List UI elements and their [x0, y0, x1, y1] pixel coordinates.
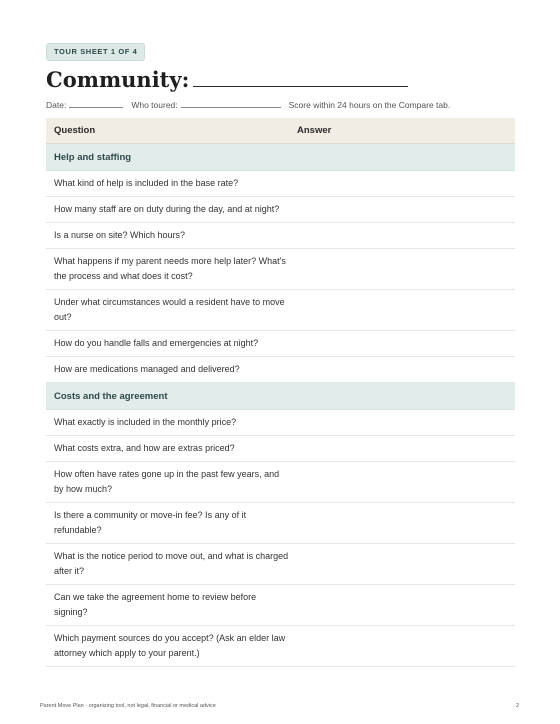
toured-blank[interactable]	[181, 106, 281, 108]
question-text: How often have rates gone up in the past few years, and by how much?	[54, 469, 280, 494]
question-text: What costs extra, and how are extras priced?	[54, 443, 235, 453]
table-row	[46, 544, 515, 585]
community-name-blank[interactable]	[193, 86, 408, 87]
community-label: Community:	[46, 67, 190, 92]
table-row	[46, 290, 515, 331]
date-blank[interactable]	[69, 106, 123, 108]
answer-column-header: Answer	[297, 125, 332, 136]
question-text: How many staff are on duty during the day, and at night?	[54, 204, 280, 214]
table-header	[46, 118, 515, 144]
question-text: Is a nurse on site? Which hours?	[54, 230, 186, 240]
table-row	[46, 503, 515, 544]
table-row	[46, 436, 515, 462]
table-row	[46, 171, 515, 197]
table-row	[46, 249, 515, 290]
question-text: What is the notice period to move out, and what is charged after it?	[54, 551, 289, 576]
meta-line	[46, 98, 516, 110]
questions-table	[46, 118, 515, 667]
question-text: How do you handle falls and emergencies at night?	[54, 338, 259, 348]
score-note: Score within 24 hours on the Compare tab.	[288, 100, 451, 110]
table-row	[46, 331, 515, 357]
table-row	[46, 357, 515, 383]
footer-note: Parent Move Plan · organizing tool, not legal, financial or medical advice	[40, 703, 216, 709]
section-header-help-staffing: Help and staffing	[46, 144, 515, 171]
table-row	[46, 410, 515, 436]
table-row	[46, 585, 515, 626]
toured-label: Who toured:	[131, 100, 178, 110]
table-row	[46, 223, 515, 249]
table-row	[46, 197, 515, 223]
question-text: What kind of help is included in the base rate?	[54, 178, 239, 188]
table-row	[46, 462, 515, 503]
question-text: Can we take the agreement home to review before signing?	[54, 592, 257, 617]
question-text: Which payment sources do you accept? (Ask an elder law attorney which apply to your parent.)	[54, 633, 286, 658]
page-number: 2	[516, 703, 520, 709]
sheet-badge: TOUR SHEET 1 OF 4	[46, 43, 145, 61]
question-text: How are medications managed and delivered?	[54, 364, 240, 374]
question-text: Under what circumstances would a resident have to move out?	[54, 297, 285, 322]
question-text: Is there a community or move-in fee? Is any of it refundable?	[54, 510, 247, 535]
table-row	[46, 626, 515, 667]
question-column-header: Question	[54, 125, 96, 136]
question-text: What exactly is included in the monthly price?	[54, 417, 237, 427]
question-text: What happens if my parent needs more help later? What's the process and what does it cost?	[54, 256, 286, 281]
date-label: Date:	[46, 100, 67, 110]
section-header-costs-agreement: Costs and the agreement	[46, 383, 515, 410]
community-title	[46, 64, 408, 92]
